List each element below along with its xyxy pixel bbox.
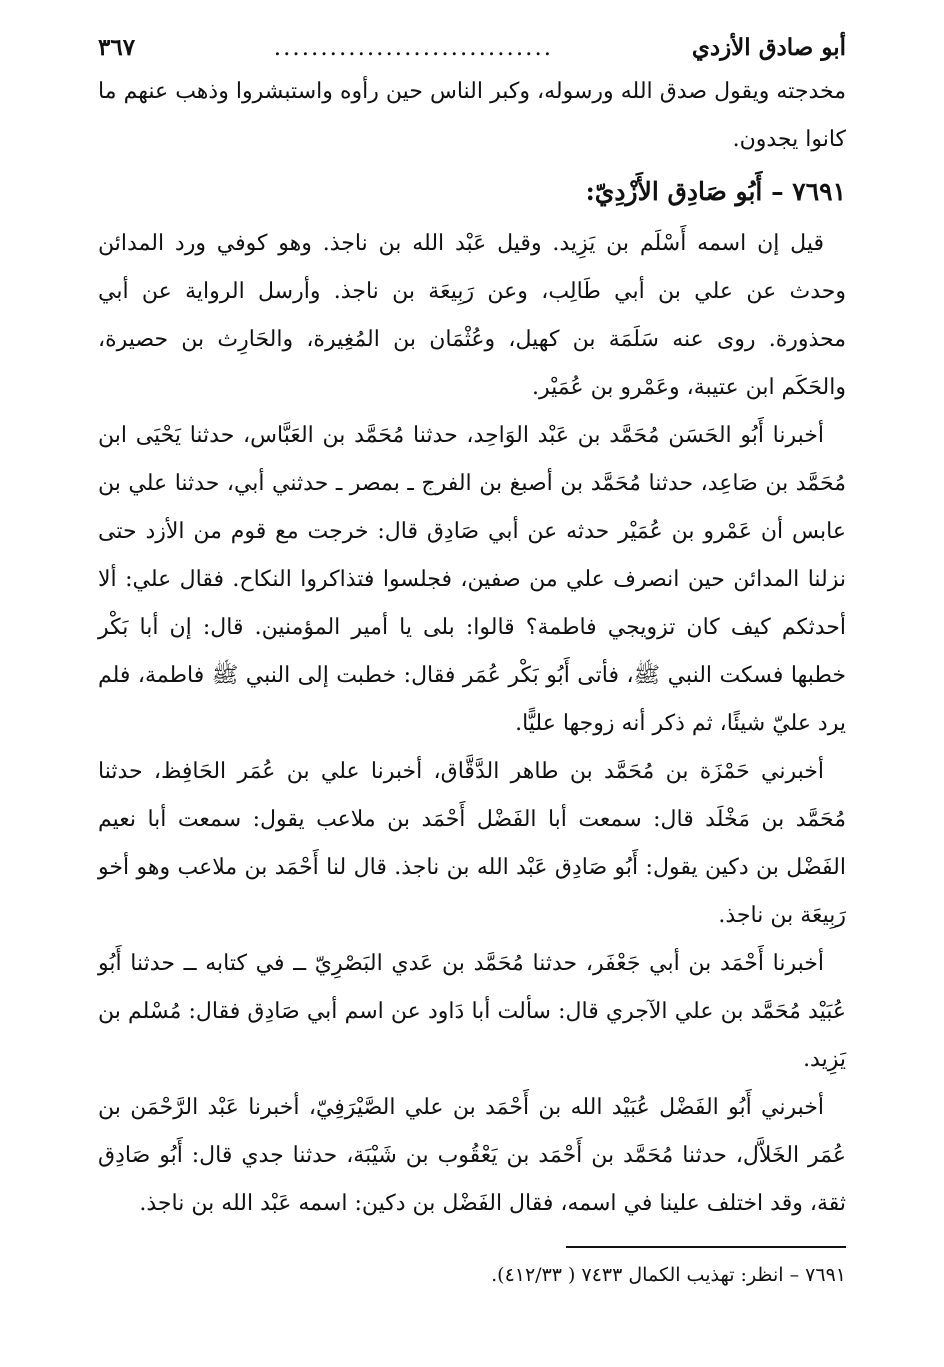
running-title: أبو صادق الأزدي: [691, 34, 846, 61]
page-number: ٣٦٧: [98, 34, 136, 61]
running-header: [98, 28, 846, 68]
entry-title: ٧٦٩١ – أَبُو صَادِق الأَزْدِيّ:: [585, 177, 846, 206]
entry-paragraph-1: قيل إن اسمه أَسْلَم بن يَزِيد. وقيل عَبْد الله بن ناجذ. وهو كوفي ورد المدائن وحدث عن علي بن أبي طَالِب، وعن رَبِيعَة بن ناجذ. وأرسل الرواية عن أبي محذورة. روى عنه سَلَمَة بن كهيل، وعُثْمَان بن المُغِيرة، والحَارِث بن حصيرة، والحَكَم ابن عتيبة، وعَمْرو بن عُمَيْر.: [98, 231, 846, 400]
continuation-paragraph: مخدجته ويقول صدق الله ورسوله، وكبر الناس حين رأوه واستبشروا وذهب عنهم ما كانوا يجدون.: [98, 79, 846, 152]
entry-paragraph-4: أخبرنا أَحْمَد بن أبي جَعْفَر، حدثنا مُحَمَّد بن عَدي البَصْرِيّ ــ في كتابه ــ حدثنا أَبُو عُبَيْد مُحَمَّد بن علي الآجري قال: سألت أبا دَاود عن اسم أبي صَادِق فقال: مُسْلم بن يَزِيد.: [98, 951, 846, 1072]
footnote-rule: [566, 1246, 846, 1248]
entry-paragraph-5: أخبرني أَبُو الفَضْل عُبَيْد الله بن أَحْمَد بن علي الصَّيْرَفِيّ، أخبرنا عَبْد الرَّحْمَن بن عُمَر الخَلاَّل، حدثنا مُحَمَّد بن أَحْمَد بن يَعْقُوب بن شَيْبَة، حدثنا جدي قال: أَبُو صَادِق ثقة، وقد اختلف علينا في اسمه، فقال الفَضْل بن دكين: اسمه عَبْد الله بن ناجذ.: [98, 1095, 846, 1216]
entry-paragraph-3: أخبرني حَمْزَة بن مُحَمَّد بن طاهر الدَّقَّاق، أخبرنا علي بن عُمَر الحَافِظ، حدثنا مُحَمَّد بن مَخْلَد قال: سمعت أبا الفَضْل أَحْمَد بن ملاعب يقول: سمعت أبا نعيم الفَضْل بن دكين يقول: أَبُو صَادِق عَبْد الله بن ناجذ. قال لنا أَحْمَد بن ملاعب وهو أخو رَبِيعَة بن ناجذ.: [98, 759, 846, 928]
entry-paragraph-2: أخبرنا أَبُو الحَسَن مُحَمَّد بن عَبْد الوَاحِد، حدثنا مُحَمَّد بن العَبَّاس، حدثنا يَحْيَى ابن مُحَمَّد بن صَاعِد، حدثنا مُحَمَّد بن أصبغ بن الفرج ـ بمصر ـ حدثني أبي، حدثنا علي بن عابس أن عَمْرو بن عُمَيْر حدثه عن أبي صَادِق قال: خرجت مع قوم من الأزد حتى نزلنا المدائن حين انصرف علي من صفين، فجلسوا فتذاكروا النكاح. فقال علي: ألا أحدثكم كيف كان تزويجي فاطمة؟ قالوا: بلى يا أمير المؤمنين. قال: إن أبا بَكْر خطبها فسكت النبي ﷺ، فأتى أَبُو بَكْر عُمَر فقال: خطبت إلى النبي ﷺ فاطمة، فلم يرد عليّ شيئًا، ثم ذكر أنه زوجها عليًّا.: [98, 423, 846, 736]
footnote: ٧٦٩١ – انظر: تهذيب الكمال ٧٤٣٣ ( ٤١٢/٣٣).: [491, 1264, 846, 1286]
leader-dots: ..............................: [273, 35, 554, 61]
